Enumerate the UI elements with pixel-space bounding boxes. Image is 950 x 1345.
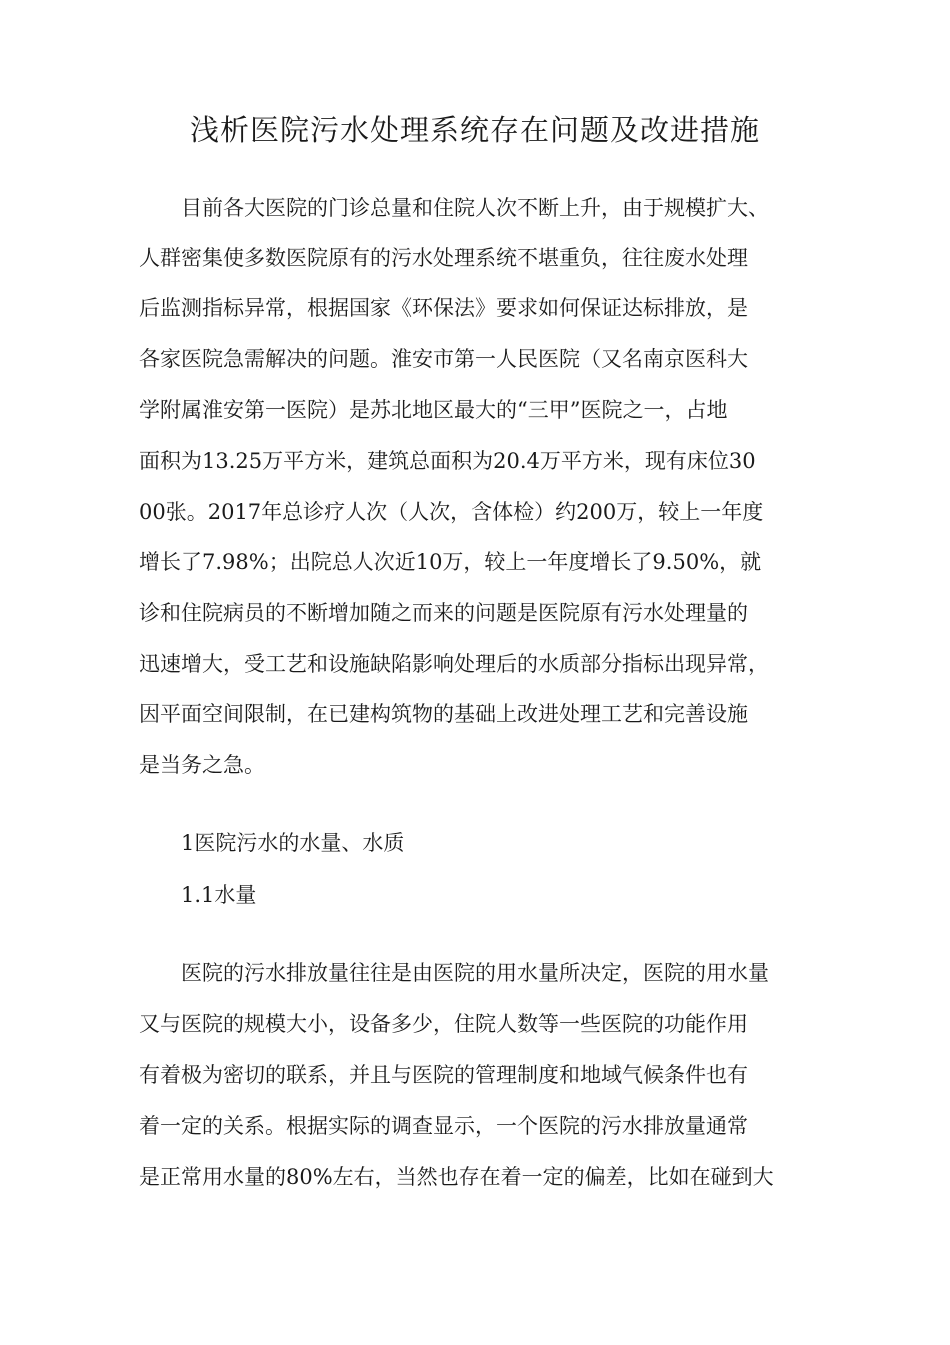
section-heading-1: 1医院污水的水量、水质 — [139, 831, 405, 855]
intro-line-10: 迅速增大，受工艺和设施缺陷影响处理后的水质部分指标出现异常， — [139, 652, 769, 676]
section-line-4: 着一定的关系。根据实际的调查显示，一个医院的污水排放量通常 — [139, 1114, 748, 1138]
intro-line-4: 各家医院急需解决的问题。淮安市第一人民医院（又名南京医科大 — [139, 347, 748, 371]
section-heading-1-1: 1.1水量 — [139, 883, 257, 907]
section-line-2: 又与医院的规模大小，设备多少，住院人数等一些医院的功能作用 — [139, 1012, 748, 1036]
intro-line-2: 人群密集使多数医院原有的污水处理系统不堪重负，往往废水处理 — [139, 246, 748, 270]
intro-line-3: 后监测指标异常，根据国家《环保法》要求如何保证达标排放，是 — [139, 296, 748, 320]
intro-line-8: 增长了7.98%；出院总人次近10万，较上一年度增长了9.50%，就 — [139, 550, 762, 574]
intro-line-6: 面积为13.25万平方米，建筑总面积为20.4万平方米，现有床位30 — [139, 449, 756, 473]
intro-line-5: 学附属淮安第一医院）是苏北地区最大的“三甲”医院之一，占地 — [139, 398, 728, 422]
intro-line-1: 目前各大医院的门诊总量和住院人次不断上升，由于规模扩大、 — [139, 196, 769, 220]
section-line-5: 是正常用水量的80%左右，当然也存在着一定的偏差，比如在碰到大 — [139, 1165, 774, 1189]
document-title: 浅析医院污水处理系统存在问题及改进措施 — [189, 113, 760, 147]
intro-line-12: 是当务之急。 — [139, 753, 265, 777]
section-line-3: 有着极为密切的联系，并且与医院的管理制度和地域气候条件也有 — [139, 1063, 748, 1087]
section-line-1: 医院的污水排放量往往是由医院的用水量所决定，医院的用水量 — [139, 961, 769, 985]
intro-line-7: 00张。2017年总诊疗人次（人次，含体检）约200万，较上一年度 — [139, 500, 764, 524]
intro-line-11: 因平面空间限制，在已建构筑物的基础上改进处理工艺和完善设施 — [139, 702, 748, 726]
intro-line-9: 诊和住院病员的不断增加随之而来的问题是医院原有污水处理量的 — [139, 601, 748, 625]
